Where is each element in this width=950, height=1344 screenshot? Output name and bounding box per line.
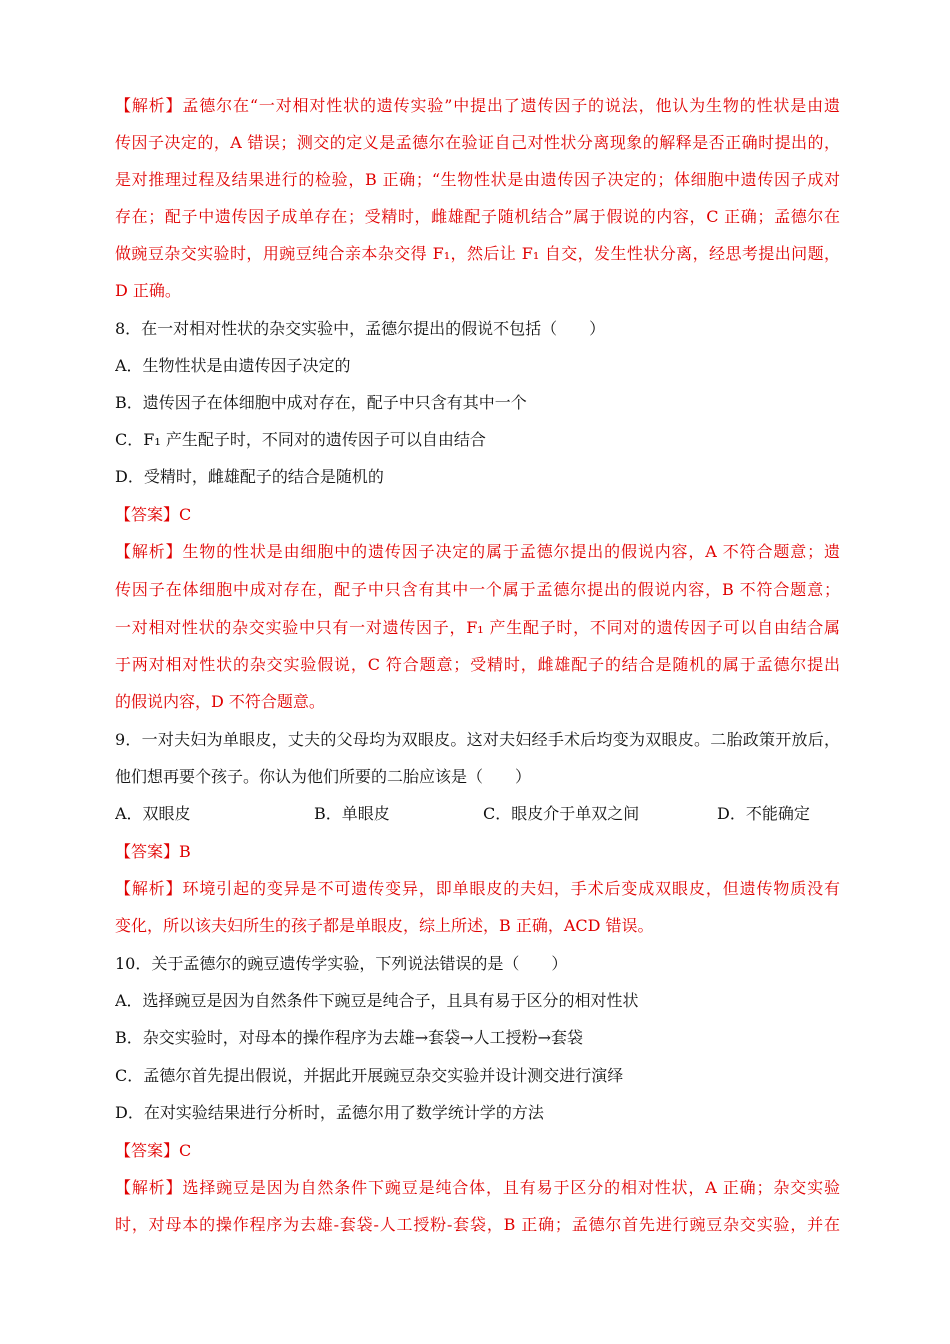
explanation-line: 【解析】生物的性状是由细胞中的遗传因子决定的属于孟德尔提出的假说内容，A 不符合题意；遗 [115,542,840,561]
explanation-line: 传因子决定的，A 错误；测交的定义是孟德尔在验证自己对性状分离现象的解释是否正确时提出的， [115,133,840,152]
question-10-option-c: C．孟德尔首先提出假说，并据此开展豌豆杂交实验并设计测交进行演绎 [115,1066,624,1085]
question-9-stem: 9．一对夫妇为单眼皮，丈夫的父母均为双眼皮。这对夫妇经手术后均变为双眼皮。二胎政策开放后， [115,730,840,749]
question-9-option-b: B．单眼皮 [314,804,390,823]
explanation-line: 存在；配子中遗传因子成单存在；受精时，雌雄配子随机结合”属于假说的内容，C 正确；孟德尔在 [115,207,840,226]
question-10-option-b: B．杂交实验时，对母本的操作程序为去雄→套袋→人工授粉→套袋 [115,1028,583,1047]
question-9-stem: 他们想再要个孩子。你认为他们所要的二胎应该是（ ） [115,767,532,786]
explanation-line: 时，对母本的操作程序为去雄-套袋-人工授粉-套袋，B 正确；孟德尔首先进行豌豆杂交实验，并在 [115,1215,840,1234]
question-10-answer: 【答案】C [115,1141,192,1160]
question-8-option-d: D．受精时，雌雄配子的结合是随机的 [115,467,384,486]
question-9-option-d: D．不能确定 [717,804,810,823]
explanation-line: 变化，所以该夫妇所生的孩子都是单眼皮，综上所述，B 正确，ACD 错误。 [115,916,654,935]
explanation-line: 【解析】环境引起的变异是不可遗传变异，即单眼皮的夫妇，手术后变成双眼皮，但遗传物质没有 [115,879,840,898]
explanation-line: D 正确。 [115,281,181,300]
explanation-line: 的假说内容，D 不符合题意。 [115,692,325,711]
question-9-option-a: A．双眼皮 [115,804,191,823]
question-10-option-a: A．选择豌豆是因为自然条件下豌豆是纯合子，且具有易于区分的相对性状 [115,991,639,1010]
question-8-stem: 8．在一对相对性状的杂交实验中，孟德尔提出的假说不包括（ ） [115,319,606,338]
question-8-answer: 【答案】C [115,505,192,524]
question-8-option-b: B．遗传因子在体细胞中成对存在，配子中只含有其中一个 [115,393,527,412]
question-8-option-a: A．生物性状是由遗传因子决定的 [115,356,351,375]
question-10-option-d: D．在对实验结果进行分析时，孟德尔用了数学统计学的方法 [115,1103,544,1122]
question-9-options [115,800,840,828]
question-10-stem: 10．关于孟德尔的豌豆遗传学实验，下列说法错误的是（ ） [115,954,568,973]
explanation-line: 一对相对性状的杂交实验中只有一对遗传因子，F₁ 产生配子时，不同对的遗传因子可以自由结合属 [115,618,840,637]
question-9-answer: 【答案】B [115,842,191,861]
explanation-line: 做豌豆杂交实验时，用豌豆纯合亲本杂交得 F₁，然后让 F₁ 自交，发生性状分离，经思考提出问题， [115,244,840,263]
question-8-option-c: C．F₁ 产生配子时，不同对的遗传因子可以自由结合 [115,430,486,449]
question-9-option-c: C．眼皮介于单双之间 [483,804,640,823]
explanation-line: 是对推理过程及结果进行的检验，B 正确；“生物性状是由遗传因子决定的；体细胞中遗传因子成对 [115,170,840,189]
explanation-line: 【解析】选择豌豆是因为自然条件下豌豆是纯合体，且有易于区分的相对性状，A 正确；杂交实验 [115,1178,840,1197]
explanation-line: 于两对相对性状的杂交实验假说，C 符合题意；受精时，雌雄配子的结合是随机的属于孟德尔提出 [115,655,840,674]
explanation-line: 【解析】孟德尔在“一对相对性状的遗传实验”中提出了遗传因子的说法，他认为生物的性状是由遗 [115,96,840,115]
explanation-line: 传因子在体细胞中成对存在，配子中只含有其中一个属于孟德尔提出的假说内容，B 不符合题意； [115,580,840,599]
